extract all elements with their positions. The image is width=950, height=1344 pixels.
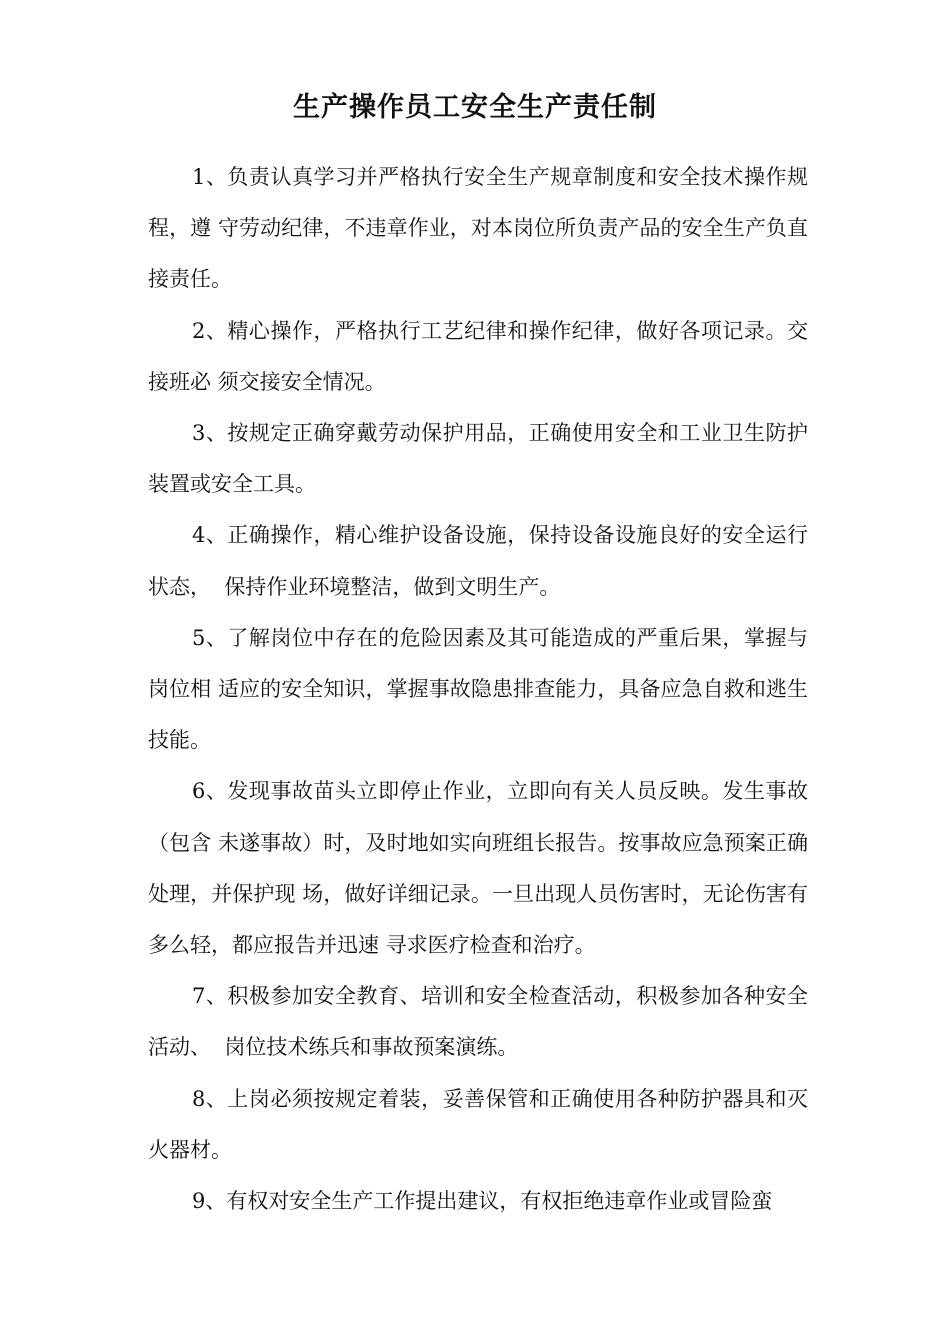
paragraph-9: 9、有权对安全生产工作提出建议，有权拒绝违章作业或冒险蛮 <box>192 1189 773 1214</box>
paragraph-1: 1、负责认真学习并严格执行安全生产规章制度和安全技术操作规程，遵 守劳动纪律，不违章作业，对本岗位所负责产品的安全生产负直接责任。 <box>148 165 808 292</box>
document-body <box>148 152 808 1227</box>
paragraph-5: 5、了解岗位中存在的危险因素及其可能造成的严重后果，掌握与岗位相 适应的安全知识，掌握事故隐患排查能力，具备应急自救和逃生技能。 <box>148 625 808 753</box>
paragraph-7: 7、积极参加安全教育、培训和安全检查活动，积极参加各种安全活动、 岗位技术练兵和事故预案演练。 <box>148 984 808 1060</box>
paragraph-8: 8、上岗必须按规定着装，妥善保管和正确使用各种防护器具和灭火器材。 <box>148 1086 808 1162</box>
document-title: 生产操作员工安全生产责任制 <box>293 92 657 123</box>
paragraph-3: 3、按规定正确穿戴劳动保护用品，正确使用安全和工业卫生防护装置或安全工具。 <box>148 421 808 497</box>
paragraph-6: 6、发现事故苗头立即停止作业，立即向有关人员反映。发生事故（包含 未遂事故）时，及时地如实向班组长报告。按事故应急预案正确处理，并保护现 场，做好详细记录。一旦出现人员伤害时，无论伤害有多么轻，都应报告并迅速 寻求医疗检查和治疗。 <box>148 779 808 958</box>
paragraph-4: 4、正确操作，精心维护设备设施，保持设备设施良好的安全运行状态， 保持作业环境整洁，做到文明生产。 <box>148 523 808 599</box>
paragraph-2: 2、精心操作，严格执行工艺纪律和操作纪律，做好各项记录。交接班必 须交接安全情况。 <box>148 318 808 394</box>
